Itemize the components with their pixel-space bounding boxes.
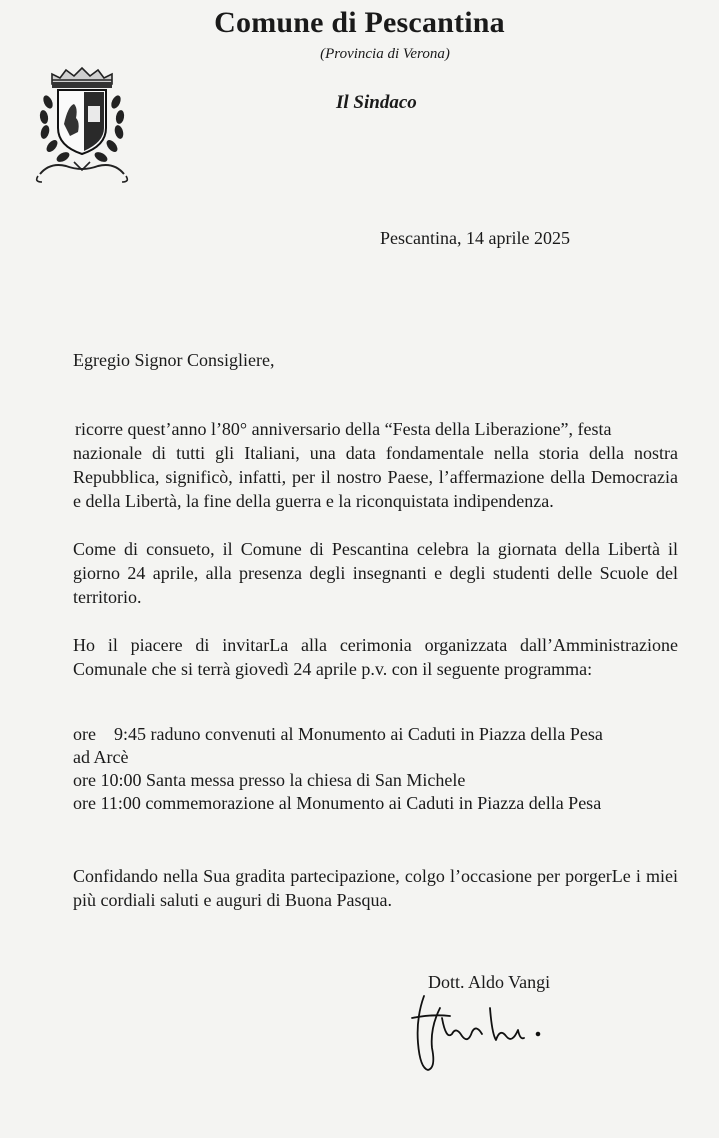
paragraph-anniversary-first-line: ricorre quest’anno l’80° anniversario della “Festa della Liberazione”, festa [75,419,612,439]
program-item: ore 11:00 commemorazione al Monumento ai Caduti in Piazza della Pesa [73,793,602,813]
program-item: ore 9:45 raduno convenuti al Monumento ai Caduti in Piazza della Pesa [73,724,603,744]
office-label: Il Sindaco [336,92,417,113]
paragraph-anniversary [73,417,678,513]
handwritten-signature [402,988,552,1078]
date-line: Pescantina, 14 aprile 2025 [380,228,570,248]
letterhead-title: Comune di Pescantina [214,6,505,39]
signatory-name: Dott. Aldo Vangi [428,972,551,992]
paragraph-closing [73,864,678,912]
paragraph-invitation [73,633,678,681]
salutation: Egregio Signor Consigliere, [73,350,275,370]
letterhead-subtitle: (Provincia di Verona) [320,46,450,62]
program-list [73,723,713,815]
paragraph-invitation-text: Ho il piacere di invitarLa alla cerimonia organizzata dall’Amministrazione Comunale che si terrà giovedì 24 aprile p.v. con il seguente programma: [73,635,678,679]
paragraph-celebration-text: Come di consueto, il Comune di Pescantina celebra la giornata della Libertà il giorno 24 aprile, alla presenza degli insegnanti e degli studenti delle Scuole del territorio. [73,539,678,607]
paragraph-anniversary-rest: nazionale di tutti gli Italiani, una data fondamentale nella storia della nostra Repubblica, significò, infatti, per il nostro Paese, l’affermazione della Democrazia e della Libertà, la fine della guerra e la riconquistata indipendenza. [73,443,678,511]
program-item: ore 10:00 Santa messa presso la chiesa di San Michele [73,770,466,790]
program-item: ad Arcè [73,747,129,767]
paragraph-celebration [73,537,678,609]
municipal-crest-icon [30,62,134,186]
paragraph-closing-text: Confidando nella Sua gradita partecipazione, colgo l’occasione per porgerLe i miei più cordiali saluti e auguri di Buona Pasqua. [73,866,678,910]
